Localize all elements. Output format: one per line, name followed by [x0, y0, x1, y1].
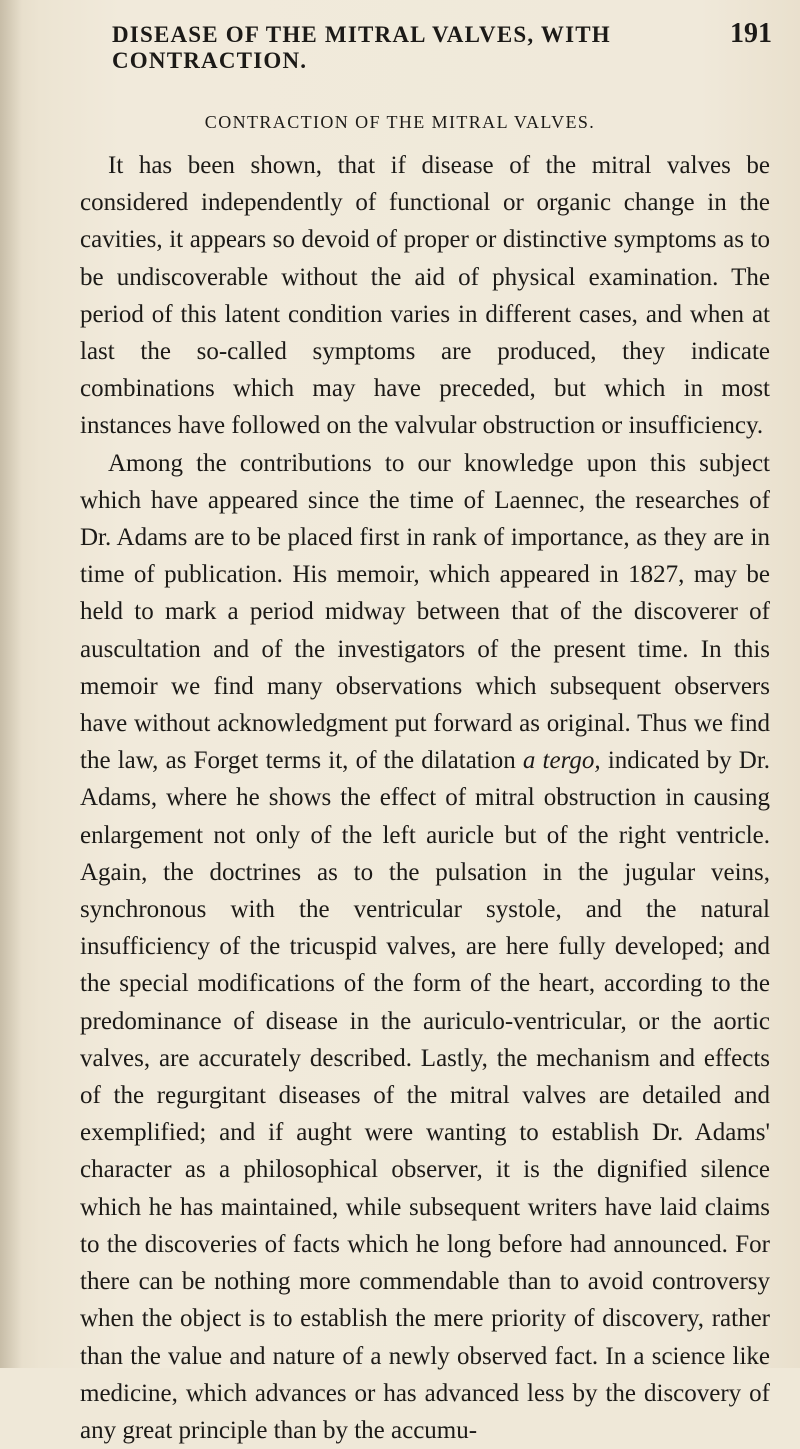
paragraph-1: It has been shown, that if disease of the mitral valves be considered independently of functional or organic change in the cavities, it appears so devoid of proper or distinctive symptoms as to be undiscoverable without the aid of physical examination. The period of this latent condition varies in different cases, and when at last the so-called symptoms are produced, they indicate combinations which may have preceded, but which in most instances have followed on the valvular obstruction or insufficiency. [80, 152, 770, 440]
binding-shadow [0, 0, 22, 1368]
body-text [80, 147, 770, 1449]
running-head [112, 18, 772, 73]
italic-phrase: a tergo, [522, 747, 601, 775]
page-number: 191 [730, 18, 772, 49]
paragraph-2-part-2: indicated by Dr. Adams, where he shows the effect of mitral obstruction in causing enlargement not only of the left auricle but of the right ventricle. Again, the doctrines as to the pulsation in the jugular veins, synchronous with the ventricular systole, and the natural insufficiency of the tricuspid valves, are here fully developed; and the special modifications of the form of the heart, according to the predominance of disease in the auriculo-ventricular, or the aortic valves, are accurately described. Lastly, the mechanism and effects of the regurgitant diseases of the mitral valves are detailed and exemplified; and if aught were wanting to establish Dr. Adams' character as a philosophical observer, it is the dignified silence which he has maintained, while subsequent writers have laid claims to the discoveries of facts which he long before had announced. For there can be nothing more commendable than to avoid controversy when the object is to establish the mere priority of discovery, rather than the value and nature of a newly observed fact. In a science like medicine, which advances or has advanced less by the discovery of any great principle than by the accumu- [80, 747, 771, 1444]
paragraph-2-part-1: Among the contributions to our knowledge upon this subject which have appeared since the time of Laennec, the researches of Dr. Adams are to be placed first in rank of importance, as they are in time of publication. His memoir, which appeared in 1827, may be held to mark a period midway between that of the discoverer of auscultation and of the investigators of the present time. In this memoir we find many observations which subsequent observers have without acknowledgment put forward as original. Thus we find the law, as Forget terms it, of the dilatation [80, 449, 770, 775]
section-heading: CONTRACTION OF THE MITRAL VALVES. [204, 112, 596, 132]
running-title: DISEASE OF THE MITRAL VALVES, WITH CONTRACTION. [112, 22, 611, 73]
paragraph-2 [80, 445, 770, 1449]
